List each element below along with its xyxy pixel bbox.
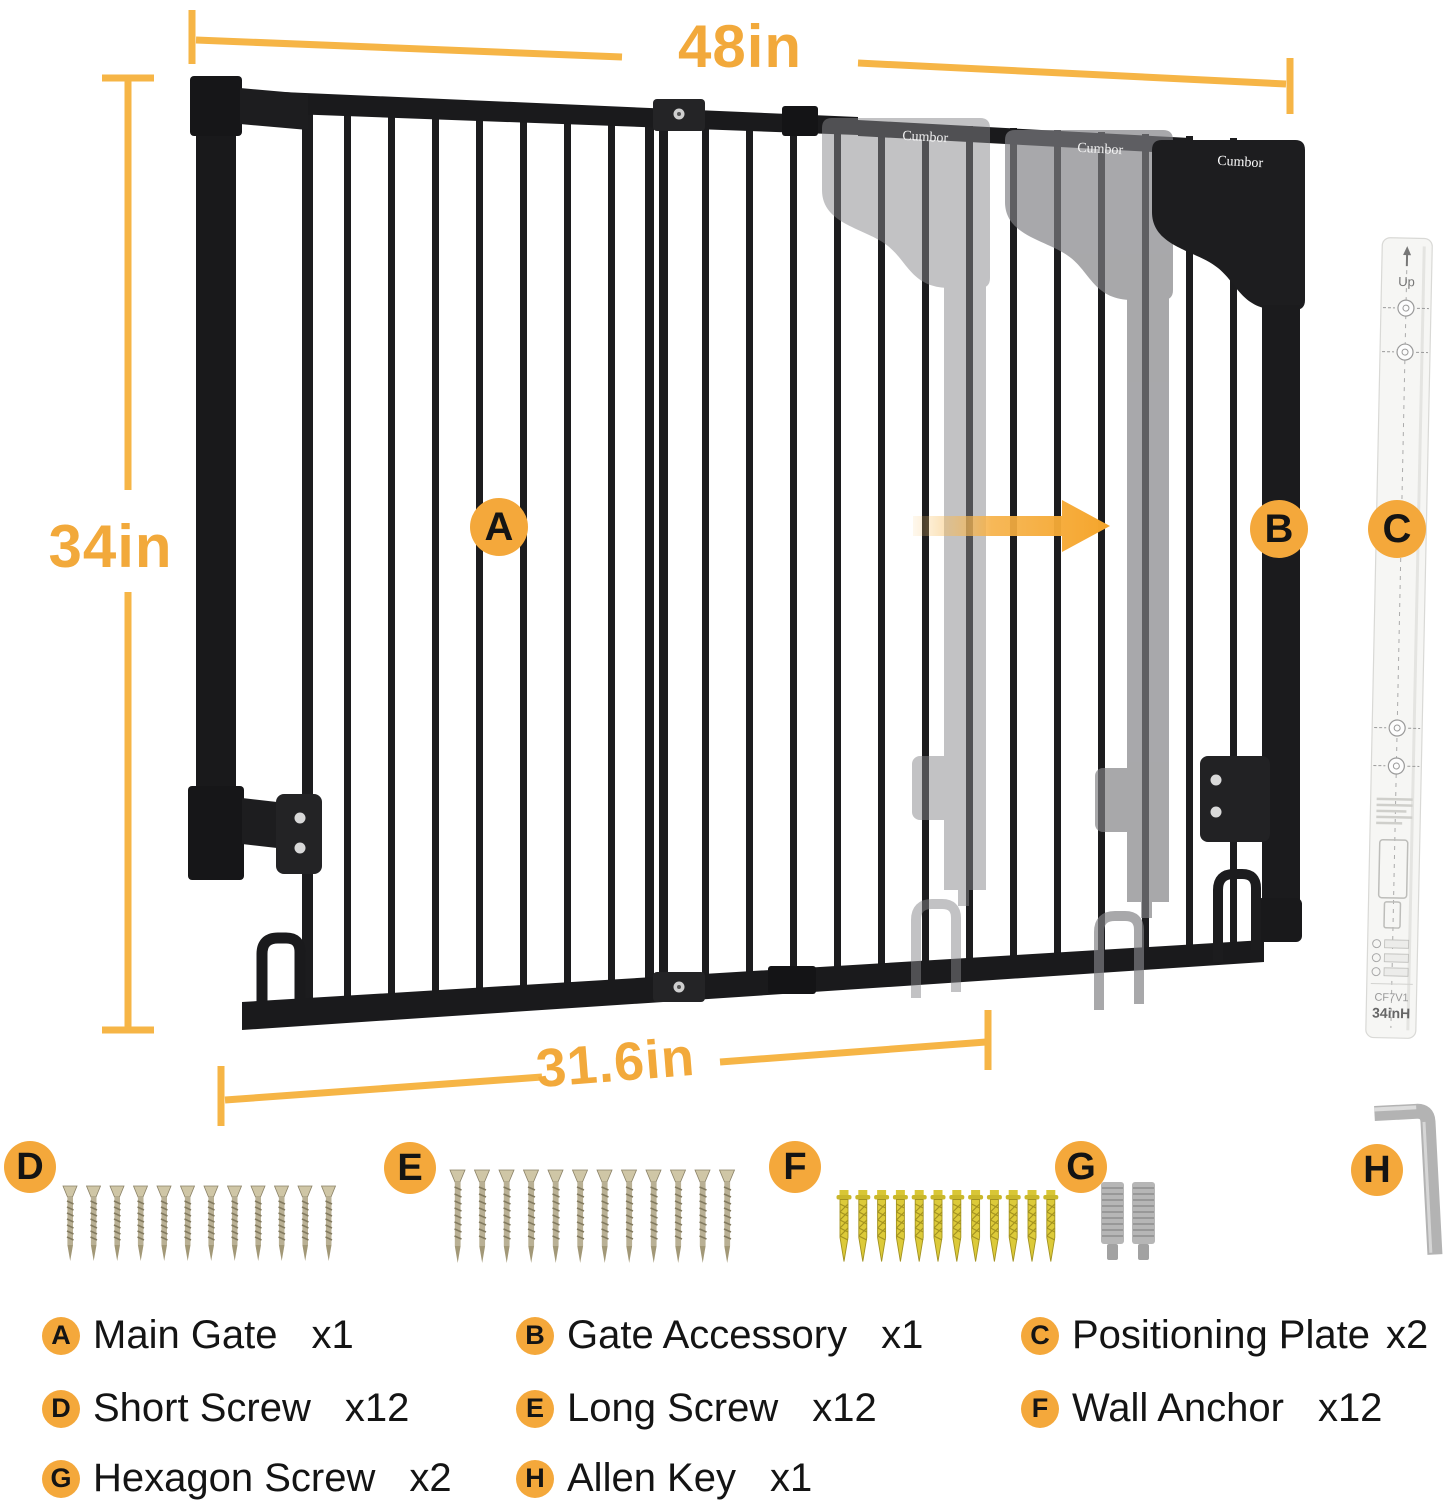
legend-b-label: Gate Accessory — [567, 1313, 848, 1357]
legend-item-main-gate — [42, 1313, 354, 1358]
callout-h-badge: H — [1351, 1144, 1403, 1196]
legend-c-label: Positioning Plate — [1072, 1313, 1370, 1357]
legend-f-count: x12 — [1317, 1386, 1383, 1430]
legend-c-badge: C — [1021, 1317, 1059, 1355]
legend-a-count: x1 — [311, 1313, 354, 1357]
callout-d-badge: D — [4, 1141, 56, 1193]
wall-anchors-graphic — [837, 1190, 1059, 1262]
dimension-main-gate-width-label: 31.6in — [533, 1026, 698, 1100]
legend-item-allen-key — [516, 1456, 812, 1500]
legend-g-badge: G — [42, 1460, 80, 1498]
callout-c-badge: C — [1368, 500, 1426, 558]
brand-logo-ghost-1: Cumbor — [901, 128, 949, 147]
legend-a-label: Main Gate — [93, 1313, 278, 1357]
gate-accessory-ghost-1 — [822, 118, 990, 998]
legend-d-count: x12 — [344, 1386, 410, 1430]
dimension-total-width-label: 48in — [677, 13, 803, 80]
legend-item-long-screw — [516, 1386, 877, 1431]
legend-item-gate-accessory — [516, 1313, 923, 1358]
legend-g-count: x2 — [409, 1456, 452, 1500]
callout-a-badge: A — [470, 498, 528, 556]
legend-item-hexagon-screw — [42, 1456, 452, 1500]
short-screws-graphic — [63, 1186, 336, 1261]
plate-height-label: 34inH — [1371, 1004, 1411, 1022]
legend-h-count: x1 — [769, 1456, 813, 1500]
legend-f-badge: F — [1021, 1390, 1059, 1428]
callout-b-badge: B — [1250, 500, 1308, 558]
gate-accessory-ghost-2 — [1005, 130, 1173, 1010]
legend-d-badge: D — [42, 1390, 80, 1428]
hexagon-screws-graphic — [1101, 1182, 1155, 1260]
legend-c-count: x2 — [1385, 1313, 1429, 1357]
legend-e-badge: E — [516, 1390, 554, 1428]
legend-a-badge: A — [42, 1317, 80, 1355]
legend-g-label: Hexagon Screw — [93, 1456, 376, 1500]
positioning-plate-graphic — [1366, 238, 1433, 1039]
brand-logo-ghost-2: Cumbor — [1076, 140, 1124, 159]
legend-d-label: Short Screw — [93, 1386, 311, 1430]
plate-up-label: Up — [1398, 273, 1415, 290]
legend-e-count: x12 — [812, 1386, 877, 1430]
plate-model-label: CF7V1 — [1374, 991, 1409, 1005]
legend-e-label: Long Screw — [567, 1386, 779, 1430]
legend-b-count: x1 — [881, 1313, 924, 1357]
dimension-height-label: 34in — [48, 513, 173, 580]
legend-h-badge: H — [516, 1460, 554, 1498]
callout-f-badge: F — [769, 1141, 821, 1193]
legend-item-positioning-plate — [1021, 1313, 1428, 1358]
legend-item-short-screw — [42, 1386, 409, 1431]
callout-g-badge: G — [1055, 1141, 1107, 1193]
legend-f-label: Wall Anchor — [1072, 1386, 1284, 1430]
legend-h-label: Allen Key — [567, 1456, 736, 1500]
callout-e-badge: E — [384, 1142, 436, 1194]
legend-b-badge: B — [516, 1317, 554, 1355]
legend-item-wall-anchor — [1021, 1386, 1382, 1431]
long-screws-graphic — [450, 1170, 735, 1263]
brand-logo-accessory: Cumbor — [1216, 153, 1264, 172]
